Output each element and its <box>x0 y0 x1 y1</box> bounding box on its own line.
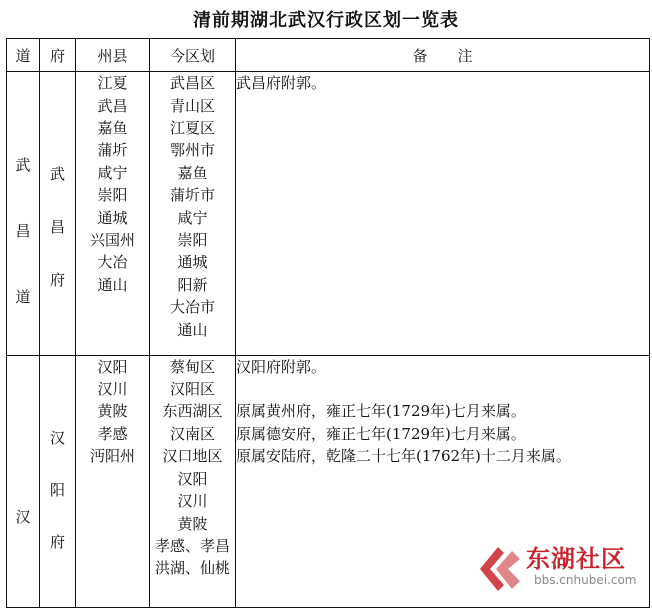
fu-char: 阳 <box>49 480 65 499</box>
list-item: 咸宁 <box>177 208 208 227</box>
list-item: 沔阳州 <box>89 447 135 466</box>
header-fu: 府 <box>40 39 76 72</box>
list-item: 黄陂 <box>177 514 208 533</box>
note-line: 原属安陆府，乾隆二十七年(1762年)十二月来属。 <box>236 447 571 466</box>
list-item: 嘉鱼 <box>97 118 128 137</box>
list-item: 通山 <box>97 275 128 294</box>
list-item: 阳新 <box>177 275 208 294</box>
list-item: 蒲圻 <box>97 141 128 160</box>
list-item: 咸宁 <box>97 163 128 182</box>
list-item: 蒲圻市 <box>169 186 215 205</box>
list-item: 孝感 <box>97 424 128 443</box>
watermark-url: bbs.cnhubei.com <box>534 573 637 587</box>
header-row <box>7 39 650 72</box>
dao-char: 昌 <box>15 222 31 241</box>
dao-cell <box>7 355 40 607</box>
list-item: 汉川 <box>177 492 208 511</box>
header-beizhu: 备 注 <box>236 39 650 72</box>
list-item: 东西湖区 <box>162 402 223 421</box>
page-title: 清前期湖北武汉行政区划一览表 <box>193 10 459 31</box>
note-line: 汉阳府附郭。 <box>236 357 327 376</box>
list-item: 江夏 <box>97 74 128 93</box>
list-item: 汉南区 <box>169 424 215 443</box>
list-item: 汉口地区 <box>162 447 223 466</box>
table-row-wuchang <box>7 72 650 355</box>
header-dao: 道 <box>7 39 40 72</box>
list-item: 汉阳 <box>97 357 128 376</box>
jinquhua-cell <box>150 355 236 607</box>
zhouxian-cell <box>76 72 150 355</box>
list-item: 通山 <box>177 320 208 339</box>
list-item: 大冶 <box>97 253 128 272</box>
list-item: 武昌 <box>97 96 128 115</box>
list-item: 孝感、孝昌 <box>154 536 230 555</box>
list-item: 汉川 <box>97 380 128 399</box>
header-jinquhua: 今区划 <box>150 39 236 72</box>
fu-cell <box>40 72 76 355</box>
fu-cell <box>40 355 76 607</box>
list-item: 汉阳区 <box>169 380 215 399</box>
dao-char: 武 <box>15 156 31 175</box>
list-item: 鄂州市 <box>169 141 215 160</box>
dao-char: 道 <box>15 288 31 307</box>
list-item: 嘉鱼 <box>177 163 208 182</box>
division-table <box>6 38 650 608</box>
fu-char: 武 <box>49 165 65 184</box>
watermark-brand: 东湖社区 <box>526 545 626 573</box>
dao-cell <box>7 72 40 355</box>
list-item: 武昌区 <box>169 74 215 93</box>
list-item: 青山区 <box>169 96 215 115</box>
fu-char: 汉 <box>49 428 65 447</box>
list-item: 黄陂 <box>97 402 128 421</box>
list-item: 江夏区 <box>169 118 215 137</box>
zhouxian-cell <box>76 355 150 607</box>
fu-char: 府 <box>49 271 65 290</box>
note-line: 武昌府附郭。 <box>236 74 327 93</box>
watermark-logo-icon <box>474 539 526 591</box>
dao-char: 汉 <box>15 507 31 526</box>
header-zhouxian: 州县 <box>76 39 150 72</box>
list-item: 洪湖、仙桃 <box>154 559 230 578</box>
list-item: 兴国州 <box>89 231 135 250</box>
fu-char: 昌 <box>49 218 65 237</box>
list-item: 崇阳 <box>97 186 128 205</box>
list-item: 崇阳 <box>177 231 208 250</box>
note-line: 原属黄州府，雍正七年(1729年)七月来属。 <box>236 402 526 421</box>
watermark <box>474 537 644 593</box>
list-item: 通城 <box>97 208 128 227</box>
list-item: 大冶市 <box>169 298 215 317</box>
list-item: 蔡甸区 <box>169 357 215 376</box>
list-item: 汉阳 <box>177 469 208 488</box>
note-line: 原属德安府，雍正七年(1729年)七月来属。 <box>236 424 526 443</box>
fu-char: 府 <box>49 532 65 551</box>
note-line <box>236 378 649 400</box>
notes-cell <box>236 72 650 355</box>
jinquhua-cell <box>150 72 236 355</box>
list-item: 通城 <box>177 253 208 272</box>
